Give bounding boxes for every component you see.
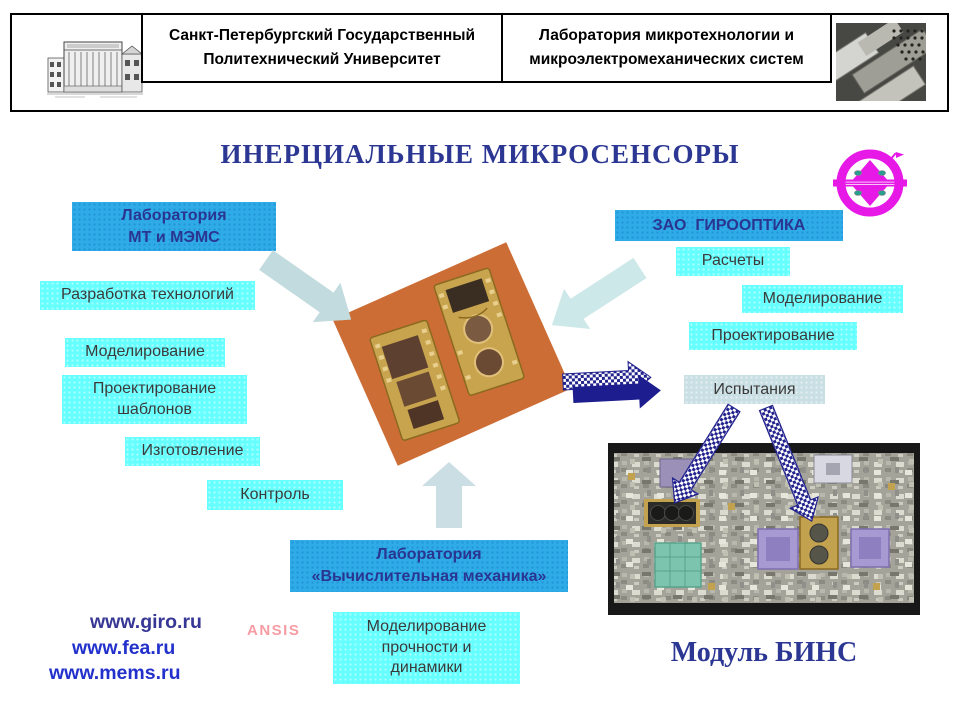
- bins-module-photo: [608, 443, 920, 615]
- laboratory-name-line2: микроэлектромеханических систем: [529, 51, 804, 68]
- item-raschety: Расчеты: [676, 247, 790, 276]
- link-giro-ru[interactable]: www.giro.ru: [90, 611, 202, 633]
- model-box-line1: Моделирование: [366, 617, 487, 635]
- model-box-line2: прочности и: [381, 638, 472, 656]
- ansis-label: ANSIS: [247, 622, 301, 639]
- arrow-girooptika-to-chip: [539, 248, 653, 345]
- lab-mt-mems-box: [72, 202, 276, 251]
- mech-lab-line1: Лаборатория: [376, 546, 482, 564]
- item-modelirovanie-prochnosti: [333, 612, 520, 684]
- university-title-box: [141, 13, 503, 83]
- lab-vychislitelnaya-mekhanika-box: [290, 540, 568, 592]
- university-building-image: [45, 24, 145, 100]
- laboratory-name-line1: Лаборатория микротехнологии и: [538, 26, 795, 44]
- item-proektirovanie-shablonov: Проектирование шаблонов: [62, 375, 247, 424]
- link-fea-ru[interactable]: www.fea.ru: [72, 637, 176, 659]
- item-kontrol: Контроль: [207, 480, 343, 510]
- laboratory-title-box: [501, 13, 832, 83]
- item-proektirovanie-right: Проектирование: [689, 322, 857, 350]
- model-box-line3: динамики: [390, 659, 463, 677]
- mems-structures-image: [836, 23, 926, 101]
- arrow-mechlab-to-chip-up: [422, 462, 476, 528]
- item-modelirovanie-right: Моделирование: [742, 285, 903, 313]
- arrow-chip-to-ispytaniya-solid: [572, 373, 662, 412]
- link-mems-ru[interactable]: www.mems.ru: [49, 662, 181, 684]
- item-izgotovlenie: Изготовление: [125, 437, 260, 466]
- item-ispytaniya: Испытания: [684, 375, 825, 404]
- university-name-line2: Политехнический Университет: [203, 51, 441, 68]
- mech-lab-line2: «Вычислительная механика»: [311, 568, 547, 585]
- university-name-line1: Санкт-Петербургский Государственный: [168, 26, 476, 44]
- lab-mt-mems-line1: Лаборатория: [121, 206, 227, 224]
- item-razrabotka-tekhnologiy: Разработка технологий: [40, 281, 255, 310]
- lab-mt-mems-line2: МТ и МЭМС: [128, 228, 220, 246]
- microsensor-chips-photo: [333, 242, 572, 465]
- arrow-chip-to-ispytaniya-checkered: [562, 360, 652, 399]
- bins-module-label: Модуль БИНС: [670, 637, 858, 668]
- item-modelirovanie-left: Моделирование: [65, 338, 225, 367]
- zao-girooptika-box: ЗАО ГИРООПТИКА: [615, 210, 843, 241]
- page-title: ИНЕРЦИАЛЬНЫЕ МИКРОСЕНСОРЫ: [220, 139, 740, 169]
